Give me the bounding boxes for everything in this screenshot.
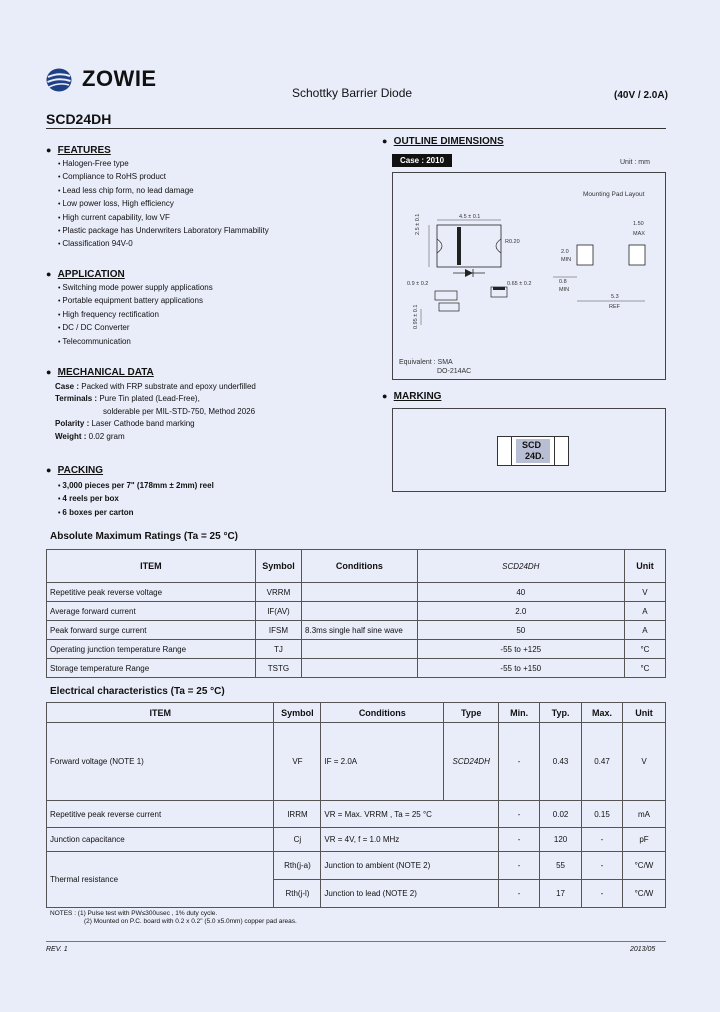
list-item: • 4 reels per box (58, 493, 214, 506)
table-header-row: ITEM Symbol Conditions SCD24DH Unit (47, 550, 666, 583)
table-row: Operating junction temperature Range TJ -55 to +125 °C (47, 640, 666, 659)
table-row: Junction capacitance Cj VR = 4V, f = 1.0 MHz - 120 - pF (47, 828, 666, 852)
outline-section (382, 136, 504, 147)
part-number: SCD24DH (46, 111, 112, 127)
list-item: • Halogen-Free type (58, 158, 269, 171)
marking-box (392, 408, 666, 492)
zowie-logo-icon (46, 68, 72, 92)
section-bullet-icon: ● (46, 145, 52, 155)
list-item: • Classification 94V-0 (58, 238, 269, 251)
date: 2013/05 (630, 946, 656, 953)
list-item: • DC / DC Converter (58, 322, 213, 335)
list-item: • Lead less chip form, no lead damage (58, 185, 269, 198)
table-row: Peak forward surge current IFSM 8.3ms single half sine wave 50 A (47, 621, 666, 640)
marking-line1: SCD (522, 440, 542, 450)
table-header-row: ITEM Symbol Conditions Type Min. Typ. Max. Unit (47, 703, 666, 723)
footer-rule (46, 941, 666, 942)
dim-pad-w: 2.0 (561, 249, 569, 255)
marking-heading: MARKING (393, 391, 442, 402)
section-bullet-icon: ● (46, 465, 52, 475)
section-bullet-icon: ● (382, 391, 388, 401)
dim-pad-h: 1.50 (633, 221, 644, 227)
note-1: NOTES : (1) Pulse test with PW≤300usec , 1% duty cycle. (50, 910, 218, 917)
section-bullet-icon: ● (46, 269, 52, 279)
application-heading: APPLICATION (57, 269, 125, 280)
mechanical-row: Weight : 0.02 gram (55, 431, 125, 441)
abs-max-table (46, 549, 666, 678)
notes (50, 910, 297, 926)
rating-label: (40V / 2.0A) (614, 90, 668, 101)
mechanical-row: solderable per MIL-STD-750, Method 2026 (103, 406, 256, 416)
dim-span: 5.3 (611, 294, 619, 300)
dim-width: 4.5 ± 0.1 (459, 214, 481, 220)
list-item: • 6 boxes per carton (58, 507, 214, 520)
features-section (46, 145, 111, 156)
list-item: • Portable equipment battery applications (58, 295, 213, 308)
list-item: • Switching mode power supply applications (58, 282, 213, 295)
section-bullet-icon: ● (46, 367, 52, 377)
packing-heading: PACKING (57, 465, 104, 476)
dim-span-ref: REF (609, 304, 620, 310)
outline-heading: OUTLINE DIMENSIONS (393, 136, 504, 147)
mechanical-heading: MECHANICAL DATA (57, 367, 154, 378)
list-item: • High frequency rectification (58, 309, 213, 322)
packing-list (58, 480, 214, 520)
note-2: (2) Mounted on P.C. board with 0.2 x 0.2" (5.0 x5.0mm) copper pad areas. (84, 918, 297, 925)
mechanical-row: Terminals : Pure Tin plated (Lead-Free), (55, 394, 200, 404)
abs-max-title: Absolute Maximum Ratings (Ta = 25 °C) (50, 531, 239, 542)
table-row: Rth(j-l) Junction to lead (NOTE 2) - 17 - °C/W (47, 880, 666, 908)
elec-table (46, 702, 666, 908)
unit-label: Unit : mm (620, 159, 650, 166)
list-item: • Low power loss, High efficiency (58, 198, 269, 211)
dim-gap-min: MIN (559, 287, 570, 293)
packing-section (46, 465, 103, 476)
document-title: Schottky Barrier Diode (292, 86, 413, 100)
table-row: Forward voltage (NOTE 1) VF IF = 2.0A SCD24DH - 0.43 0.47 V (47, 723, 666, 801)
dim-terminal: 0.9 ± 0.2 (407, 281, 429, 287)
header-rule (46, 128, 666, 129)
mechanical-row: Case : Packed with FRP substrate and epoxy underfilled (55, 382, 256, 391)
equivalent-label: Equivalent : SMA (399, 359, 453, 366)
dim-height: 2.5 ± 0.1 (415, 213, 421, 235)
revision: REV. 1 (46, 946, 68, 953)
outline-drawing-icon (393, 173, 667, 381)
application-list (58, 282, 213, 349)
dim-lead: 0.65 ± 0.2 (507, 281, 532, 287)
outline-drawing-box (392, 172, 666, 380)
marking-line2: 24D. (525, 451, 545, 461)
table-row: Storage temperature Range TSTG -55 to +150 °C (47, 659, 666, 678)
mechanical-section (46, 367, 154, 378)
table-row: Average forward current IF(AV) 2.0 A (47, 602, 666, 621)
list-item: • 3,000 pieces per 7" (178mm ± 2mm) reel (58, 480, 214, 493)
table-row: Repetitive peak reverse voltage VRRM 40 V (47, 583, 666, 602)
dim-pad-max: MAX (633, 231, 645, 237)
list-item: • Plastic package has Underwriters Laboratory Flammability (58, 225, 269, 238)
pad-layout-label: Mounting Pad Layout (583, 191, 645, 198)
brand-name: ZOWIE (82, 66, 157, 91)
elec-title: Electrical characteristics (Ta = 25 °C) (50, 686, 225, 697)
case-tag: Case : 2010 (392, 154, 452, 167)
dim-pad-min: MIN (561, 257, 572, 263)
marking-chip-icon (497, 436, 569, 466)
marking-section (382, 391, 441, 402)
list-item: • High current capability, low VF (58, 212, 269, 225)
equivalent-package: DO-214AC (437, 368, 472, 375)
features-heading: FEATURES (57, 145, 111, 156)
dim-radius: R0.20 (505, 239, 520, 245)
list-item: • Telecommunication (58, 336, 213, 349)
features-list (58, 158, 269, 252)
table-row: Repetitive peak reverse current IRRM VR = Max. VRRM , Ta = 25 °C - 0.02 0.15 mA (47, 801, 666, 828)
section-bullet-icon: ● (382, 136, 388, 146)
list-item: • Compliance to RoHS product (58, 171, 269, 184)
mechanical-row: Polarity : Laser Cathode band marking (55, 419, 195, 429)
application-section (46, 269, 125, 280)
dim-gap: 0.8 (559, 279, 567, 285)
dim-thickness: 0.95 ± 0.1 (413, 304, 419, 329)
table-row: Thermal resistance Rth(j-a) Junction to ambient (NOTE 2) - 55 - °C/W (47, 852, 666, 880)
mechanical-data (55, 381, 256, 443)
